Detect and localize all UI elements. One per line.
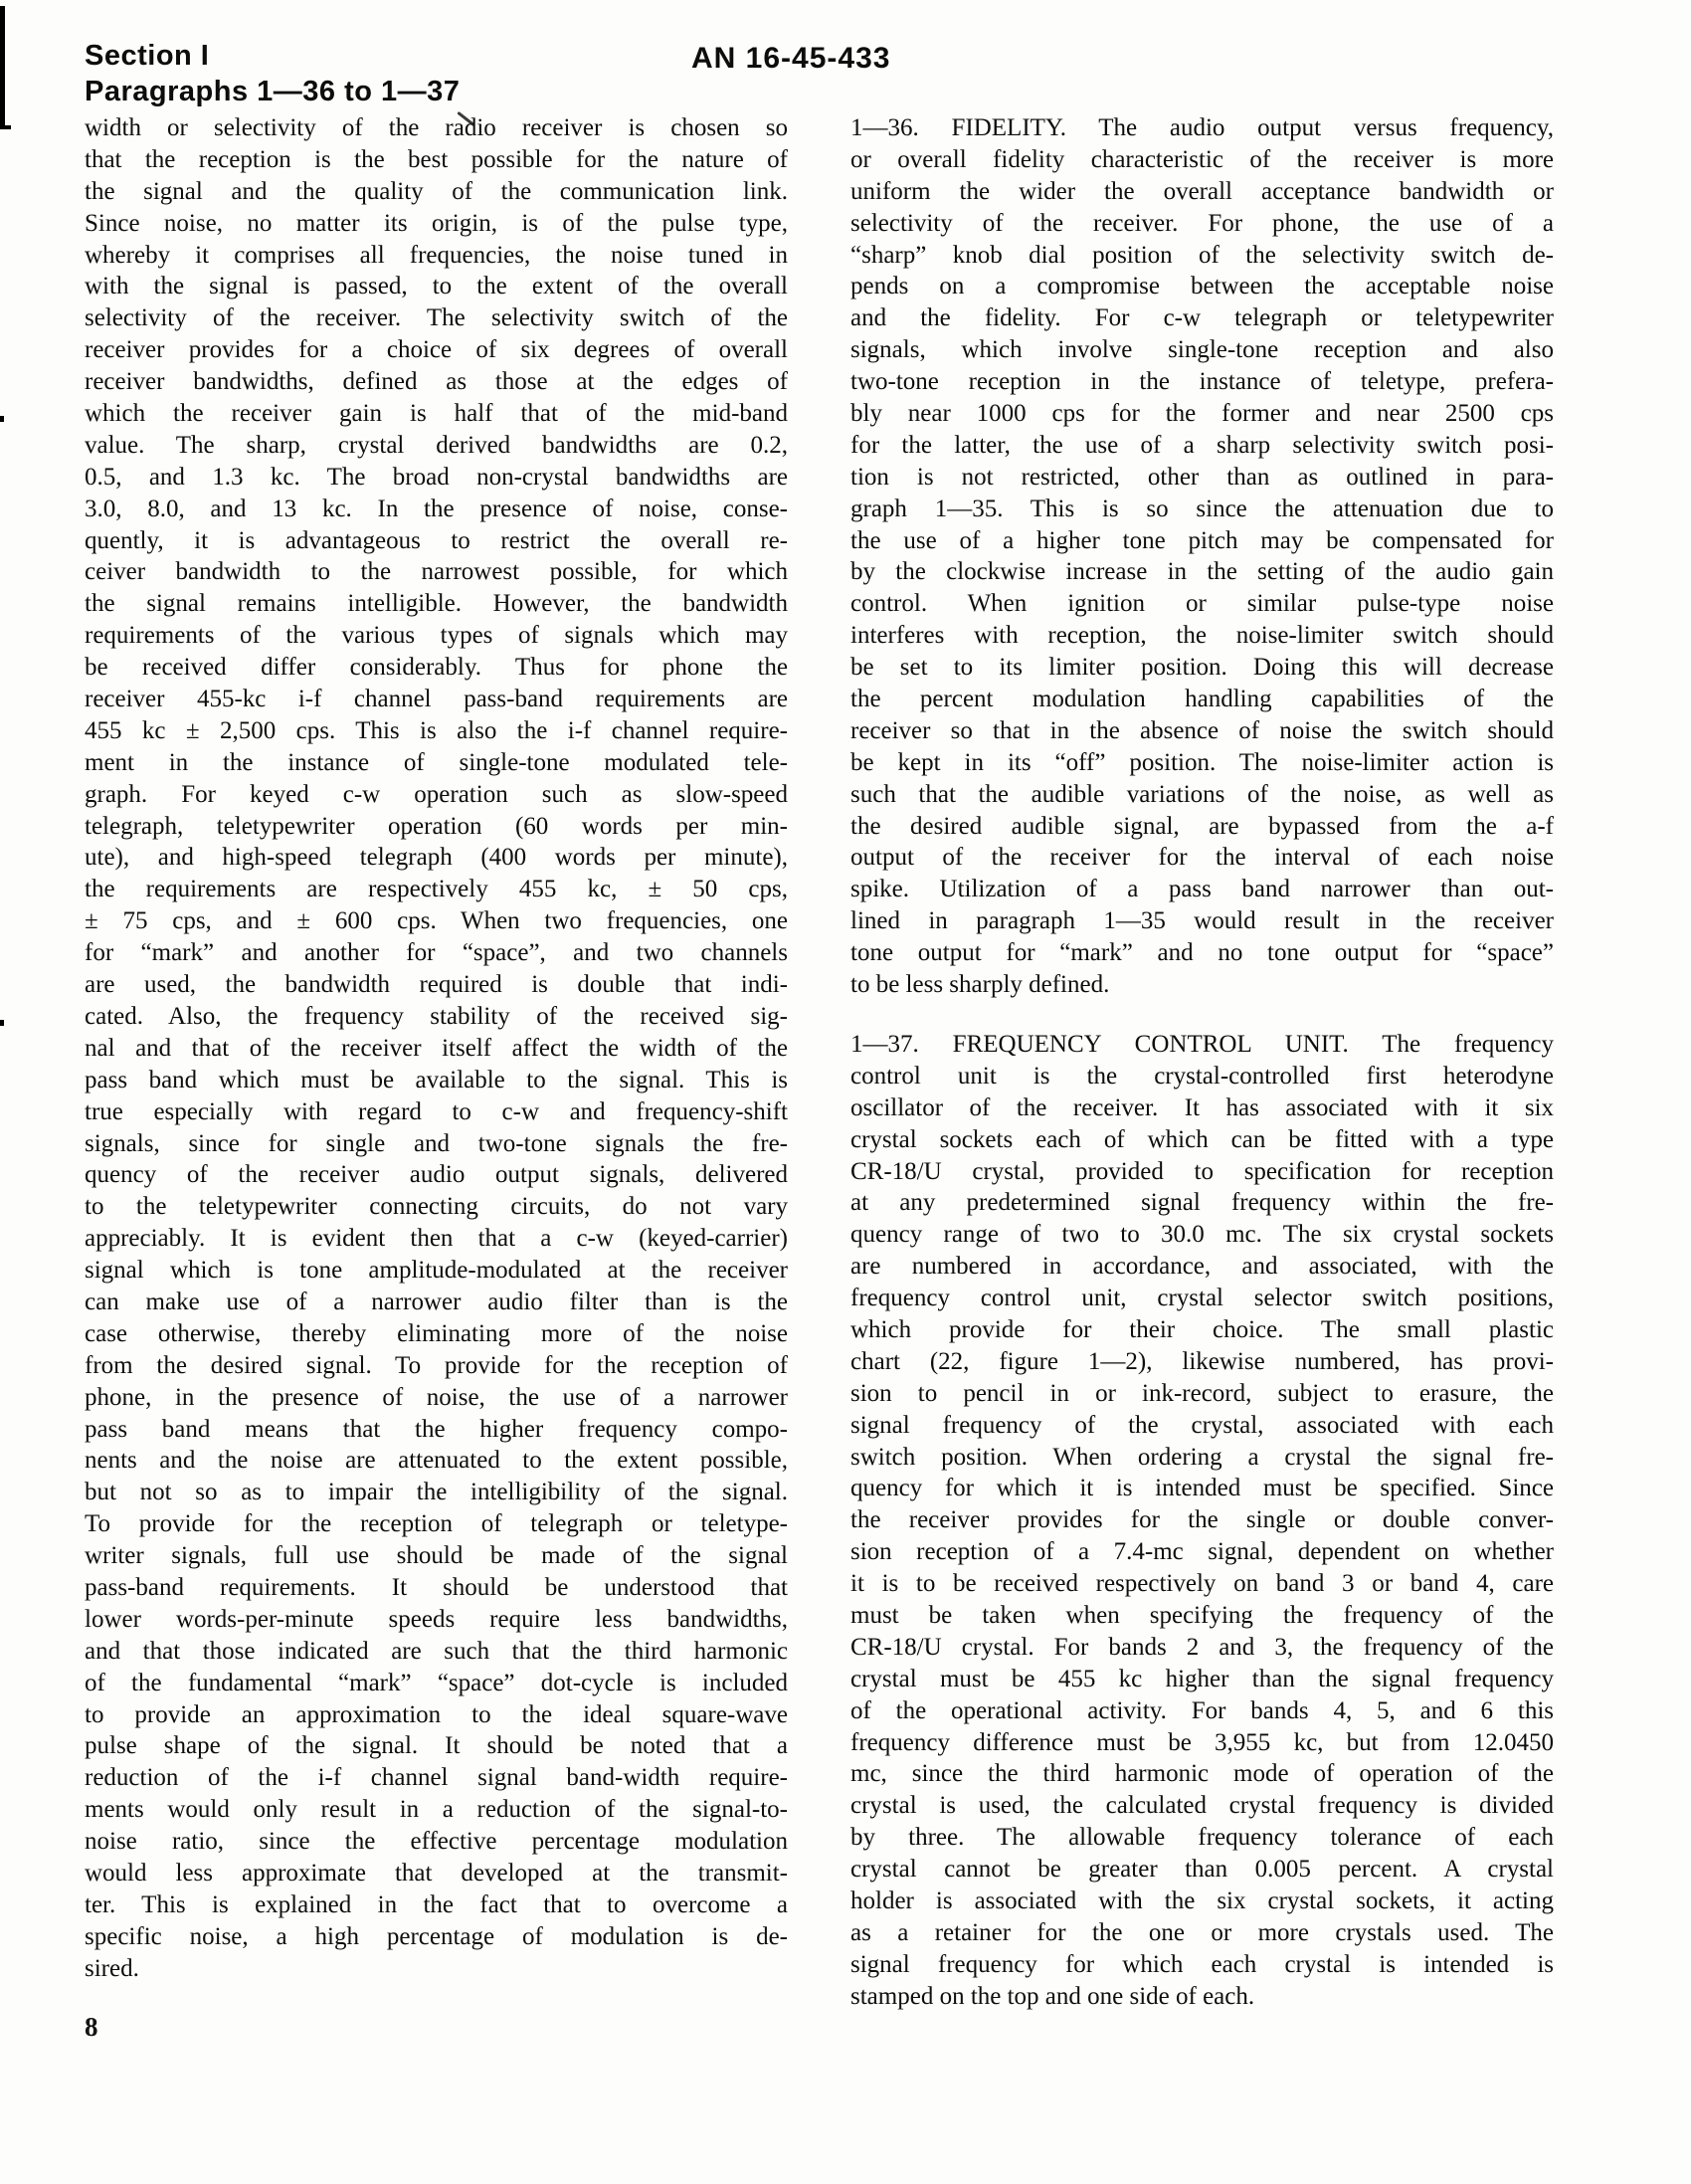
text-line: signal frequency for which each crystal is intended is xyxy=(850,1950,1554,1978)
text-line: phone, in the presence of noise, the use of a narrower xyxy=(85,1383,788,1411)
right-text-column xyxy=(850,112,1554,2013)
text-line: at any predetermined signal frequency within the fre- xyxy=(850,1189,1554,1217)
text-line: writer signals, full use should be made of the signal xyxy=(85,1542,788,1570)
text-line: pends on a compromise between the acceptable noise xyxy=(850,273,1554,300)
text-line: by three. The allowable frequency tolerance of each xyxy=(850,1824,1554,1852)
text-line: true especially with regard to c-w and frequency-shift xyxy=(85,1097,788,1125)
text-line: be received differ considerably. Thus for phone the xyxy=(85,654,788,682)
text-line: frequency control unit, crystal selector switch positions, xyxy=(850,1285,1554,1312)
text-line: and that those indicated are such that the third harmonic xyxy=(85,1637,788,1665)
text-line: the requirements are respectively 455 kc, ± 50 cps, xyxy=(85,876,788,903)
header-section-label: Section I xyxy=(85,40,210,72)
text-line: interferes with reception, the noise-limiter switch should xyxy=(850,622,1554,650)
text-line: must be taken when specifying the frequency of the xyxy=(850,1601,1554,1629)
text-line: ceiver bandwidth to the narrowest possible, for which xyxy=(85,558,788,586)
text-line: uniform the wider the overall acceptance bandwidth or xyxy=(850,177,1554,205)
text-line: tion is not restricted, other than as outlined in para- xyxy=(850,463,1554,491)
text-line: receiver so that in the absence of noise the switch should xyxy=(850,716,1554,744)
text-line: frequency difference must be 3,955 kc, but from 12.0450 xyxy=(850,1728,1554,1756)
text-line: 1—37. FREQUENCY CONTROL UNIT. The frequency xyxy=(850,1030,1554,1058)
text-line: the percent modulation handling capabilities of the xyxy=(850,686,1554,713)
text-line: receiver bandwidths, defined as those at the edges of xyxy=(85,368,788,396)
text-line: crystal is used, the calculated crystal frequency is divided xyxy=(850,1792,1554,1820)
text-line: the desired audible signal, are bypassed from the a-f xyxy=(850,812,1554,840)
text-line: crystal cannot be greater than 0.005 percent. A crystal xyxy=(850,1856,1554,1884)
paragraph-continuation xyxy=(85,112,788,1985)
text-line: to be less sharply defined. xyxy=(850,971,1110,999)
text-line: selectivity of the receiver. For phone, the use of a xyxy=(850,209,1554,237)
text-line: for the latter, the use of a sharp selectivity switch posi- xyxy=(850,431,1554,459)
text-line: lined in paragraph 1—35 would result in the receiver xyxy=(850,907,1554,935)
text-line: nal and that of the receiver itself affect the width of the xyxy=(85,1034,788,1062)
text-line: bly near 1000 cps for the former and near 2500 cps xyxy=(850,400,1554,428)
text-line: it is to be received respectively on band 3 or band 4, care xyxy=(850,1570,1554,1598)
text-line: and the fidelity. For c-w telegraph or teletypewriter xyxy=(850,304,1554,332)
text-line: spike. Utilization of a pass band narrower than out- xyxy=(850,876,1554,903)
left-text-column xyxy=(85,112,788,1985)
text-line: 3.0, 8.0, and 13 kc. In the presence of noise, conse- xyxy=(85,495,788,522)
page-number: 8 xyxy=(85,2012,98,2042)
text-line: selectivity of the receiver. The selectivity switch of the xyxy=(85,304,788,332)
text-line: the receiver provides for the single or double conver- xyxy=(850,1506,1554,1534)
text-line: oscillator of the receiver. It has associated with it six xyxy=(850,1093,1554,1121)
text-line: To provide for the reception of telegraph or teletype- xyxy=(85,1510,788,1538)
text-line: be set to its limiter position. Doing this will decrease xyxy=(850,654,1554,682)
text-line: sired. xyxy=(85,1954,139,1982)
text-line: that the reception is the best possible for the nature of xyxy=(85,145,788,173)
text-line: such that the audible variations of the noise, as well as xyxy=(850,780,1554,808)
text-line: reduction of the i-f channel signal band-width require- xyxy=(85,1764,788,1792)
text-line: can make use of a narrower audio filter than is the xyxy=(85,1288,788,1315)
text-line: as a retainer for the one or more crystals used. The xyxy=(850,1918,1554,1946)
text-line: be kept in its “off” position. The noise-limiter action is xyxy=(850,748,1554,776)
text-line: graph 1—35. This is so since the attenuation due to xyxy=(850,495,1554,522)
text-line: the signal and the quality of the communication link. xyxy=(85,177,788,205)
text-line: of the fundamental “mark” “space” dot-cycle is included xyxy=(85,1669,788,1696)
text-line: CR-18/U crystal, provided to specification for reception xyxy=(850,1157,1554,1185)
text-line: case otherwise, thereby eliminating more of the noise xyxy=(85,1319,788,1347)
text-line: are numbered in accordance, and associated, with the xyxy=(850,1253,1554,1281)
scan-artifact-tick xyxy=(0,1020,4,1026)
text-line: two-tone reception in the instance of teletype, prefera- xyxy=(850,368,1554,396)
text-line: the signal remains intelligible. However, the bandwidth xyxy=(85,590,788,618)
text-line: whereby it comprises all frequencies, the noise tuned in xyxy=(85,241,788,269)
text-line: signals, since for single and two-tone signals the fre- xyxy=(85,1129,788,1157)
text-line: the use of a higher tone pitch may be compensated for xyxy=(850,526,1554,554)
header-paragraph-range: Paragraphs 1—36 to 1—37 xyxy=(85,76,461,107)
scan-artifact-edge-foot xyxy=(0,125,11,129)
text-line: but not so as to impair the intelligibility of the signal. xyxy=(85,1479,788,1506)
text-line: chart (22, figure 1—2), likewise numbered, has provi- xyxy=(850,1347,1554,1375)
text-line: signal which is tone amplitude-modulated at the receiver xyxy=(85,1257,788,1285)
text-line: ter. This is explained in the fact that to overcome a xyxy=(85,1890,788,1918)
text-line: stamped on the top and one side of each. xyxy=(850,1982,1255,2010)
text-line: cated. Also, the frequency stability of the received sig- xyxy=(85,1002,788,1030)
text-line: which provide for their choice. The small plastic xyxy=(850,1315,1554,1343)
text-line: appreciably. It is evident then that a c-w (keyed-carrier) xyxy=(85,1225,788,1253)
text-line: Since noise, no matter its origin, is of the pulse type, xyxy=(85,209,788,237)
text-line: output of the receiver for the interval of each noise xyxy=(850,844,1554,872)
text-line: from the desired signal. To provide for the reception of xyxy=(85,1351,788,1379)
text-line: quency range of two to 30.0 mc. The six crystal sockets xyxy=(850,1221,1554,1249)
text-line: 1—36. FIDELITY. The audio output versus frequency, xyxy=(850,114,1554,141)
paragraph-1-36 xyxy=(850,112,1554,1001)
text-line: specific noise, a high percentage of modulation is de- xyxy=(85,1922,788,1950)
text-line: are used, the bandwidth required is double that indi- xyxy=(85,971,788,999)
text-line: CR-18/U crystal. For bands 2 and 3, the frequency of the xyxy=(850,1633,1554,1661)
text-line: quency of the receiver audio output signals, delivered xyxy=(85,1161,788,1189)
text-line: width or selectivity of the radio receiver is chosen so xyxy=(85,114,788,141)
text-line: quency for which it is intended must be specified. Since xyxy=(850,1475,1554,1502)
text-line: pass-band requirements. It should be understood that xyxy=(85,1573,788,1601)
text-line: 455 kc ± 2,500 cps. This is also the i-f channel require- xyxy=(85,716,788,744)
text-line: ment in the instance of single-tone modulated tele- xyxy=(85,748,788,776)
text-line: control. When ignition or similar pulse-type noise xyxy=(850,590,1554,618)
text-line: holder is associated with the six crystal sockets, it acting xyxy=(850,1886,1554,1914)
text-line: for “mark” and another for “space”, and two channels xyxy=(85,939,788,967)
text-line: to the teletypewriter connecting circuits, do not vary xyxy=(85,1193,788,1221)
text-line: “sharp” knob dial position of the selectivity switch de- xyxy=(850,241,1554,269)
text-line: by the clockwise increase in the setting of the audio gain xyxy=(850,558,1554,586)
text-line: mc, since the third harmonic mode of operation of the xyxy=(850,1760,1554,1788)
text-line: control unit is the crystal-controlled first heterodyne xyxy=(850,1062,1554,1090)
text-line: telegraph, teletypewriter operation (60 words per min- xyxy=(85,812,788,840)
text-line: of the operational activity. For bands 4, 5, and 6 this xyxy=(850,1696,1554,1724)
text-line: noise ratio, since the effective percentage modulation xyxy=(85,1828,788,1856)
text-line: receiver 455-kc i-f channel pass-band requirements are xyxy=(85,686,788,713)
text-line: requirements of the various types of signals which may xyxy=(85,622,788,650)
text-line: pulse shape of the signal. It should be noted that a xyxy=(85,1732,788,1760)
text-line: with the signal is passed, to the extent of the overall xyxy=(85,273,788,300)
text-line: ments would only result in a reduction of the signal-to- xyxy=(85,1796,788,1824)
text-line: or overall fidelity characteristic of the receiver is more xyxy=(850,145,1554,173)
text-line: to provide an approximation to the ideal square-wave xyxy=(85,1700,788,1728)
text-line: crystal must be 455 kc higher than the signal frequency xyxy=(850,1665,1554,1692)
text-line: tone output for “mark” and no tone output for “space” xyxy=(850,939,1554,967)
text-line: receiver provides for a choice of six degrees of overall xyxy=(85,336,788,364)
text-line: switch position. When ordering a crystal the signal fre- xyxy=(850,1443,1554,1471)
text-line: sion to pencil in or ink-record, subject to erasure, the xyxy=(850,1379,1554,1407)
text-line: crystal sockets each of which can be fitted with a type xyxy=(850,1125,1554,1153)
text-line: would less approximate that developed at the transmit- xyxy=(85,1859,788,1886)
text-line: value. The sharp, crystal derived bandwidths are 0.2, xyxy=(85,431,788,459)
text-line: signal frequency of the crystal, associated with each xyxy=(850,1411,1554,1439)
scan-artifact-tick xyxy=(0,416,4,422)
paragraph-1-37 xyxy=(850,1029,1554,2013)
scan-artifact-edge-bar xyxy=(0,6,5,125)
text-line: quently, it is advantageous to restrict the overall re- xyxy=(85,526,788,554)
text-line: graph. For keyed c-w operation such as slow-speed xyxy=(85,780,788,808)
text-line: sion reception of a 7.4-mc signal, dependent on whether xyxy=(850,1538,1554,1566)
text-line: which the receiver gain is half that of the mid-band xyxy=(85,400,788,428)
text-line: signals, which involve single-tone reception and also xyxy=(850,336,1554,364)
text-line: 0.5, and 1.3 kc. The broad non-crystal bandwidths are xyxy=(85,463,788,491)
header-document-number: AN 16-45-433 xyxy=(691,42,891,75)
text-line: ± 75 cps, and ± 600 cps. When two frequencies, one xyxy=(85,907,788,935)
text-line: ute), and high-speed telegraph (400 words per minute), xyxy=(85,844,788,872)
text-line: pass band means that the higher frequency compo- xyxy=(85,1415,788,1443)
text-line: lower words-per-minute speeds require less bandwidths, xyxy=(85,1605,788,1633)
text-line: pass band which must be available to the signal. This is xyxy=(85,1066,788,1093)
text-line: nents and the noise are attenuated to the extent possible, xyxy=(85,1447,788,1475)
